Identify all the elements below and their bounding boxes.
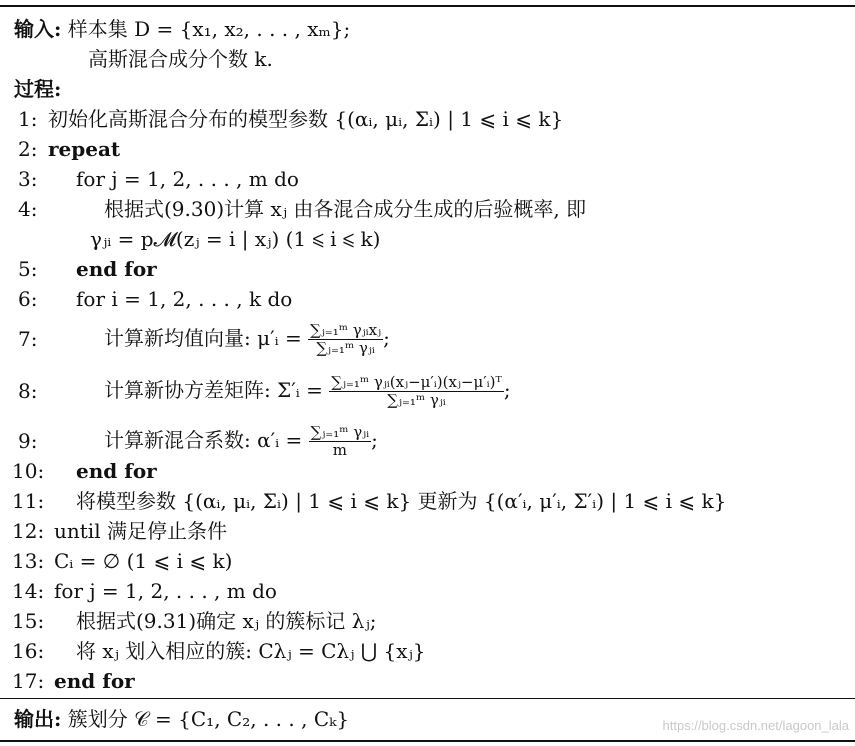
- input-text-2: 高斯混合成分个数 k.: [88, 47, 273, 71]
- step-num: 9:: [18, 429, 38, 453]
- input-text-1: 样本集 D = {x₁, x₂, . . . , xₘ};: [67, 17, 351, 41]
- step-text: Cᵢ = ∅ (1 ⩽ i ⩽ k): [54, 549, 233, 573]
- covariance-fraction: [329, 374, 504, 409]
- watermark-url: https://blog.csdn.net/lagoon_lala: [662, 718, 849, 733]
- step-text: 计算新混合系数: α′ᵢ = $\frac{\text{∑ⱼ₌₁ᵐ γⱼᵢ}}{m}$ ;: [104, 423, 378, 459]
- step-text: 根据式(9.30)计算 xⱼ 由各混合成分生成的后验概率, 即: [104, 197, 587, 221]
- process-label: 过程:: [14, 77, 62, 101]
- fraction-denominator: m: [332, 441, 348, 459]
- bottom-rule: [0, 740, 855, 742]
- mean-fraction: [308, 322, 383, 357]
- step-num: 4:: [18, 197, 38, 221]
- step-formula-prefix: 计算新混合系数: α′ᵢ =: [104, 428, 303, 452]
- step-text: until 满足停止条件: [54, 519, 227, 543]
- step-num: 17:: [12, 669, 45, 693]
- middle-rule: [0, 698, 855, 699]
- step-text: 计算新均值向量: μ′ᵢ = $\frac{\text{∑ⱼ₌₁ᵐ γⱼᵢxⱼ}}{\text{∑ⱼ₌₁ᵐ γⱼᵢ}}$ ;: [104, 321, 390, 357]
- input-line-2: [88, 46, 273, 72]
- step-text: γⱼᵢ = p𝓜(zⱼ = i | xⱼ) (1 ⩽ i ⩽ k): [90, 227, 381, 251]
- step-formula-prefix: 计算新协方差矩阵: Σ′ᵢ =: [104, 378, 323, 402]
- step-text: 根据式(9.31)确定 xⱼ 的簇标记 λⱼ;: [76, 609, 377, 633]
- output-line: [14, 706, 349, 732]
- output-label: 输出:: [14, 707, 62, 731]
- step-text: repeat: [48, 137, 121, 161]
- input-line: [14, 16, 350, 42]
- fraction-denominator: ∑ⱼ₌₁ᵐ γⱼᵢ: [316, 339, 375, 357]
- step-text: 初始化高斯混合分布的模型参数 {(αᵢ, μᵢ, Σᵢ) | 1 ⩽ i ⩽ k}: [48, 107, 564, 131]
- step-formula-prefix: 计算新均值向量: μ′ᵢ =: [104, 326, 302, 350]
- step-text: end for: [54, 669, 135, 693]
- mixing-fraction: [309, 424, 372, 459]
- step-num: 7:: [18, 327, 38, 351]
- output-text: 簇划分 𝒞 = {C₁, C₂, . . . , Cₖ}: [67, 707, 350, 731]
- step-num: 2:: [18, 137, 38, 161]
- step-num: 1:: [18, 107, 38, 131]
- step-num: 14:: [12, 579, 45, 603]
- step-num: 16:: [12, 639, 45, 663]
- step-text: end for: [76, 257, 157, 281]
- top-rule: [0, 5, 855, 7]
- step-num: 13:: [12, 549, 45, 573]
- step-num: 8:: [18, 379, 38, 403]
- step-text: 将 xⱼ 划入相应的簇: Cλⱼ = Cλⱼ ⋃ {xⱼ}: [76, 639, 426, 663]
- input-label: 输入:: [14, 17, 62, 41]
- step-text: end for: [76, 459, 157, 483]
- step-text: for i = 1, 2, . . . , k do: [76, 287, 293, 311]
- step-num: 6:: [18, 287, 38, 311]
- step-num: 11:: [12, 489, 45, 513]
- step-num: 15:: [12, 609, 45, 633]
- step-text: 计算新协方差矩阵: Σ′ᵢ = $\frac{\text{∑ⱼ₌₁ᵐ γⱼᵢ(xⱼ−μ′ᵢ)(xⱼ−μ′ᵢ)ᵀ}}{\text{∑ⱼ₌₁ᵐ γⱼᵢ}}$ ;: [104, 373, 511, 409]
- step-text: 将模型参数 {(αᵢ, μᵢ, Σᵢ) | 1 ⩽ i ⩽ k} 更新为 {(α′ᵢ, μ′ᵢ, Σ′ᵢ) | 1 ⩽ i ⩽ k}: [76, 489, 727, 513]
- step-num: 3:: [18, 167, 38, 191]
- fraction-numerator: ∑ⱼ₌₁ᵐ γⱼᵢxⱼ: [310, 321, 382, 339]
- step-num: 12:: [12, 519, 45, 543]
- fraction-numerator: ∑ⱼ₌₁ᵐ γⱼᵢ: [310, 423, 370, 441]
- step-num: 10:: [12, 459, 45, 483]
- fraction-numerator: ∑ⱼ₌₁ᵐ γⱼᵢ(xⱼ−μ′ᵢ)(xⱼ−μ′ᵢ)ᵀ: [331, 373, 502, 391]
- fraction-denominator: ∑ⱼ₌₁ᵐ γⱼᵢ: [387, 391, 446, 409]
- step-num: 5:: [18, 257, 38, 281]
- step-text: for j = 1, 2, . . . , m do: [76, 167, 299, 191]
- step-text: for j = 1, 2, . . . , m do: [54, 579, 277, 603]
